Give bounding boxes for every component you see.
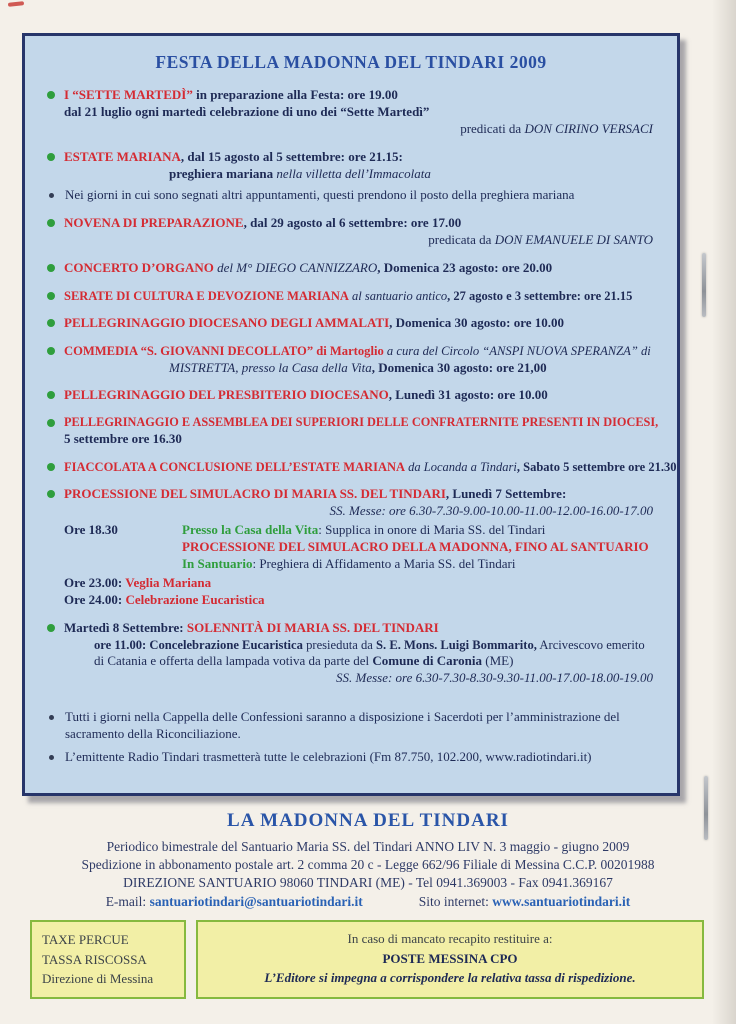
event-detail: in preparazione alla Festa: ore 19.00 bbox=[192, 87, 398, 102]
publication-info-line: DIREZIONE SANTUARIO 98060 TINDARI (ME) - Tel 0941.369003 - Fax 0941.369167 bbox=[123, 875, 613, 890]
event-date: Martedì 8 Settembre: bbox=[64, 619, 187, 635]
bullet-icon bbox=[47, 490, 55, 498]
location-label: In Santuario bbox=[182, 555, 253, 571]
schedule-line bbox=[182, 522, 657, 539]
preacher-line bbox=[64, 232, 657, 249]
postal-return-address: POSTE MESSINA CPO bbox=[382, 950, 518, 966]
event-detail-italic: del M° DIEGO CANNIZZARO bbox=[213, 260, 378, 276]
program-panel bbox=[22, 33, 680, 796]
preacher-name: DON EMANUELE DI SANTO bbox=[494, 232, 653, 248]
event-heading-line bbox=[64, 260, 657, 277]
event-body bbox=[64, 486, 657, 608]
event-detail: , 27 agosto e 3 settembre: ore 21.15 bbox=[447, 289, 633, 304]
bullet-icon bbox=[47, 391, 55, 399]
event-detail-italic: a cura del Circolo “ANSPI NUOVA SPERANZA” di bbox=[383, 344, 651, 359]
event-detail: , Lunedì 31 agosto: ore 10.00 bbox=[388, 387, 548, 403]
event-detail-italic: da Locanda a Tindari bbox=[405, 460, 517, 475]
event-pellegrinaggio-ammalati bbox=[45, 315, 657, 332]
event-heading-line bbox=[64, 87, 657, 104]
event-heading: PELLEGRINAGGIO DIOCESANO DEGLI AMMALATI bbox=[64, 315, 390, 331]
event-body bbox=[64, 620, 657, 687]
masses-line: SS. Messe: ore 6.30-7.30-9.00-10.00-11.00-12.00-16.00-17.00 bbox=[329, 503, 653, 519]
event-heading-line bbox=[64, 620, 657, 637]
event-heading: I “SETTE MARTEDÌ” bbox=[64, 87, 193, 102]
schedule-line bbox=[64, 592, 657, 609]
schedule-time: Ore 23.00: bbox=[64, 574, 126, 590]
schedule-text: : Supplica in onore di Maria SS. del Tindari bbox=[318, 522, 546, 538]
event-heading: FIACCOLATA A CONCLUSIONE DELL’ESTATE MARIANA bbox=[64, 460, 406, 475]
postal-tax-line: Direzione di Messina bbox=[42, 971, 154, 986]
note-text: Tutti i giorni nella Cappella delle Confessioni saranno a disposizione i Sacerdoti per l’amministrazione del sacramento della Riconciliazione. bbox=[65, 708, 620, 741]
website-line bbox=[419, 894, 631, 910]
event-detail-italic: MISTRETTA, presso la Casa della Vita bbox=[169, 359, 372, 375]
event-heading: COMMEDIA “S. GIOVANNI DECOLLATO” di Martoglio bbox=[64, 344, 384, 359]
preacher-label: predicati da bbox=[460, 120, 525, 136]
small-bullet-icon bbox=[49, 193, 54, 198]
postal-tax-box bbox=[30, 920, 186, 999]
event-heading-line bbox=[64, 315, 657, 332]
masthead bbox=[0, 810, 736, 910]
event-line: 5 settembre ore 16.30 bbox=[64, 431, 182, 447]
postal-return-note: L’Editore si impegna a corrispondere la relativa tassa di rispedizione. bbox=[264, 970, 636, 985]
postal-return-box bbox=[196, 920, 704, 999]
postal-tax-line: TASSA RISCOSSA bbox=[42, 951, 147, 967]
preacher-name: DON CIRINO VERSACI bbox=[524, 120, 653, 136]
note-text: Nei giorni in cui sono segnati altri appuntamenti, questi prendono il posto della preghiera mariana bbox=[65, 187, 575, 203]
bullet-icon bbox=[47, 419, 55, 427]
event-detail: , Domenica 30 agosto: ore 10.00 bbox=[389, 315, 565, 331]
event-confraternite bbox=[45, 415, 657, 448]
event-detail: , Domenica 30 agosto: ore 21,00 bbox=[371, 359, 547, 375]
bullet-icon bbox=[47, 153, 55, 161]
event-pellegrinaggio-presbiterio bbox=[45, 387, 657, 404]
bullet-icon bbox=[47, 264, 55, 272]
event-heading-line bbox=[64, 215, 657, 232]
event-body bbox=[64, 415, 657, 448]
bullet-icon bbox=[47, 292, 55, 300]
schedule-line bbox=[64, 575, 657, 592]
preacher-line bbox=[64, 121, 657, 138]
event-detail: ore 11.00: Concelebrazione Eucaristica bbox=[94, 637, 307, 652]
event-line bbox=[64, 637, 657, 653]
event-heading: CONCERTO D’ORGANO bbox=[64, 260, 214, 276]
event-body bbox=[64, 260, 657, 277]
note-radio bbox=[45, 749, 657, 766]
note-confessioni bbox=[45, 709, 657, 743]
schedule-row bbox=[64, 522, 657, 573]
contact-row bbox=[0, 894, 736, 910]
event-line bbox=[64, 360, 657, 377]
schedule-text: : Preghiera di Affidamento a Maria SS. del Tindari bbox=[252, 555, 516, 571]
schedule-body bbox=[182, 522, 657, 573]
event-sette-martedi bbox=[45, 87, 657, 138]
bullet-icon bbox=[47, 463, 55, 471]
email-line bbox=[106, 894, 363, 910]
email-address: santuariotindari@santuariotindari.it bbox=[149, 894, 363, 909]
event-commedia bbox=[45, 343, 657, 376]
event-fiaccolata bbox=[45, 459, 677, 475]
publication-info-line: Periodico bimestrale del Santuario Maria SS. del Tindari ANNO LIV N. 3 maggio - giugno 2009 bbox=[106, 839, 630, 854]
event-heading: SOLENNITÀ DI MARIA SS. DEL TINDARI bbox=[186, 619, 439, 635]
small-bullet-icon bbox=[49, 755, 54, 760]
event-heading: SERATE DI CULTURA E DEVOZIONE MARIANA bbox=[64, 289, 349, 304]
event-line: dal 21 luglio ogni martedì celebrazione di uno dei “Sette Martedì” bbox=[64, 103, 430, 119]
event-detail: , dal 15 agosto al 5 settembre: ore 21.15: bbox=[180, 148, 403, 164]
event-body bbox=[64, 459, 677, 475]
preacher-label: predicata da bbox=[428, 232, 495, 248]
event-detail: , Sabato 5 settembre ore 21.30 bbox=[516, 460, 677, 475]
event-estate-mariana bbox=[45, 149, 657, 183]
event-heading-line bbox=[64, 149, 657, 166]
bullet-icon bbox=[47, 91, 55, 99]
schedule-time: Ore 24.00: bbox=[64, 591, 126, 607]
event-detail: preghiera mariana bbox=[169, 165, 277, 181]
event-detail: Arcivescovo emerito bbox=[536, 637, 645, 652]
event-heading: ESTATE MARIANA bbox=[64, 148, 181, 164]
small-bullet-icon bbox=[49, 715, 54, 720]
event-body bbox=[64, 215, 657, 249]
event-detail: , Lunedì 7 Settembre: bbox=[445, 486, 567, 502]
location-label: Presso la Casa della Vita bbox=[182, 522, 319, 538]
event-heading-line bbox=[64, 486, 657, 503]
schedule-event: Veglia Mariana bbox=[125, 574, 212, 590]
bullet-icon bbox=[47, 624, 55, 632]
event-detail-italic: al santuario antico bbox=[348, 289, 448, 304]
schedule-time: Ore 18.30 bbox=[64, 522, 118, 538]
postal-row bbox=[30, 920, 704, 999]
event-body bbox=[64, 87, 657, 138]
website-address: www.santuariotindari.it bbox=[492, 894, 631, 909]
scan-artifact-red-mark bbox=[8, 1, 24, 7]
bullet-icon bbox=[47, 319, 55, 327]
postal-tax-line: TAXE PERCUE bbox=[42, 932, 129, 947]
event-detail: , Domenica 23 agosto: ore 20.00 bbox=[377, 260, 553, 276]
event-heading-line bbox=[64, 288, 657, 304]
event-detail: presieduta da bbox=[306, 637, 377, 652]
event-solennita bbox=[45, 620, 657, 687]
event-novena bbox=[45, 215, 657, 249]
event-body bbox=[64, 387, 657, 404]
publication-info-line: Spedizione in abbonamento postale art. 2 comma 20 c - Legge 662/96 Filiale di Messina C.C.P. 00201988 bbox=[81, 857, 655, 872]
event-concerto bbox=[45, 260, 657, 277]
event-body bbox=[64, 343, 657, 376]
event-serate bbox=[45, 288, 657, 304]
event-line bbox=[64, 166, 657, 183]
event-heading-line bbox=[64, 343, 657, 359]
staple-icon bbox=[702, 253, 706, 317]
event-detail: di Catania e offerta della lampada votiva da parte del bbox=[94, 652, 373, 668]
event-heading: PELLEGRINAGGIO E ASSEMBLEA DEI SUPERIORI DELLE CONFRATERNITE PRESENTI IN DIOCESI, bbox=[64, 415, 659, 430]
event-detail: , dal 29 agosto al 6 settembre: ore 17.00 bbox=[243, 215, 462, 231]
masses-line: SS. Messe: ore 6.30-7.30-8.30-9.30-11.00-17.00-18.00-19.00 bbox=[335, 669, 653, 685]
bullet-icon bbox=[47, 347, 55, 355]
event-heading: PELLEGRINAGGIO DEL PRESBITERIO DIOCESANO bbox=[64, 387, 389, 403]
event-heading-line bbox=[64, 387, 657, 404]
event-body bbox=[64, 149, 657, 183]
event-detail: Comune di Caronia bbox=[372, 652, 482, 668]
event-detail-italic: nella villetta dell’Immacolata bbox=[276, 165, 431, 181]
postal-return-line: In caso di mancato recapito restituire a: bbox=[347, 931, 553, 946]
event-line bbox=[64, 653, 657, 670]
publication-title: LA MADONNA DEL TINDARI bbox=[227, 810, 509, 831]
page-title: FESTA DELLA MADONNA DEL TINDARI 2009 bbox=[155, 52, 547, 72]
website-label: Sito internet: bbox=[418, 894, 493, 909]
event-detail: S. E. Mons. Luigi Bommarito, bbox=[376, 637, 537, 652]
procession-line: PROCESSIONE DEL SIMULACRO DELLA MADONNA, FINO AL SANTUARIO bbox=[182, 539, 649, 555]
bullet-icon bbox=[47, 219, 55, 227]
event-detail: (ME) bbox=[481, 652, 514, 668]
event-body bbox=[64, 315, 657, 332]
event-processione bbox=[45, 486, 657, 608]
event-heading-line bbox=[64, 459, 677, 475]
event-heading-line bbox=[64, 415, 657, 431]
note-text: L’emittente Radio Tindari trasmetterà tutte le celebrazioni (Fm 87.750, 102.200, www.radiotindari.it) bbox=[65, 749, 592, 765]
event-heading: NOVENA DI PREPARAZIONE bbox=[64, 215, 244, 231]
email-label: E-mail: bbox=[105, 894, 150, 909]
event-heading: PROCESSIONE DEL SIMULACRO DI MARIA SS. DEL TINDARI bbox=[64, 486, 446, 502]
schedule-line bbox=[182, 556, 657, 573]
schedule-event: Celebrazione Eucaristica bbox=[125, 591, 265, 607]
event-body bbox=[64, 288, 657, 304]
note-preghiera bbox=[45, 187, 657, 204]
